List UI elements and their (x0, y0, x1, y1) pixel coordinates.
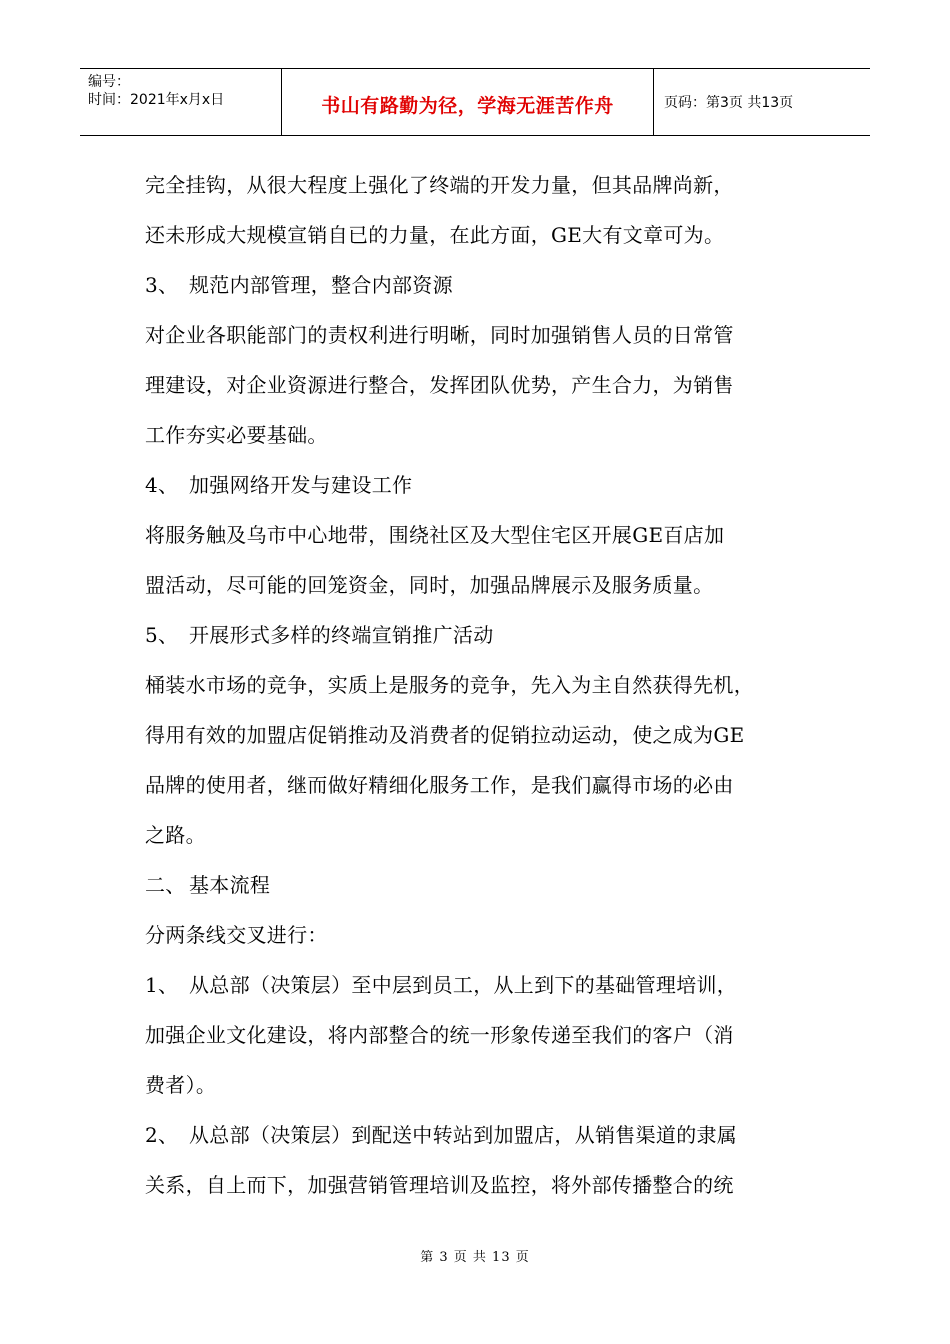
line-text: 从总部（决策层）到配送中转站到加盟店，从销售渠道的隶属 (189, 1123, 738, 1147)
line-text: 桶装水市场的竞争，实质上是服务的竞争，先入为主自然获得先机， (145, 673, 754, 697)
line-text: 理建设，对企业资源进行整合，发挥团队优势，产生合力，为销售 (145, 373, 734, 397)
body-line (145, 610, 815, 660)
line-text: 工作夯实必要基础。 (145, 423, 328, 447)
body-line (145, 160, 815, 210)
body-line (145, 810, 815, 860)
body-line (145, 360, 815, 410)
number-label: 编号： (88, 74, 130, 90)
line-text: 之路。 (145, 823, 206, 847)
line-text: 规范内部管理，整合内部资源 (189, 273, 453, 297)
line-text: 将服务触及乌市中心地带，围绕社区及大型住宅区开展GE百店加 (145, 523, 725, 547)
list-number: 4、 (145, 473, 179, 497)
body-line (145, 910, 815, 960)
line-text: 品牌的使用者，继而做好精细化服务工作，是我们赢得市场的必由 (145, 773, 734, 797)
list-number: 2、 (145, 1123, 179, 1147)
header-meta-cell (80, 69, 282, 135)
body-line (145, 660, 815, 710)
body-line (145, 1010, 815, 1060)
line-text: 从总部（决策层）至中层到员工，从上到下的基础管理培训， (189, 973, 738, 997)
motto-text: 书山有路勤为径，学海无涯苦作舟 (321, 94, 614, 117)
body-line (145, 1060, 815, 1110)
body-line (145, 310, 815, 360)
line-text: 基本流程 (189, 873, 271, 897)
line-text: 对企业各职能部门的责权利进行明晰，同时加强销售人员的日常管 (145, 323, 734, 347)
body-line (145, 710, 815, 760)
body-line (145, 460, 815, 510)
line-text: 分两条线交叉进行： (145, 923, 328, 947)
body-line (145, 510, 815, 560)
page-info: 页码：第3页 共13页 (664, 95, 794, 111)
list-number: 5、 (145, 623, 179, 647)
line-text: 费者）。 (145, 1073, 217, 1097)
body-line (145, 1160, 815, 1210)
body-line (145, 960, 815, 1010)
body-line (145, 260, 815, 310)
time-label: 时间：2021年x月x日 (88, 92, 225, 108)
line-text: 还未形成大规模宣销自已的力量，在此方面，GE大有文章可为。 (145, 223, 725, 247)
body-line (145, 860, 815, 910)
header-motto-cell (282, 69, 654, 135)
line-text: 盟活动，尽可能的回笼资金，同时，加强品牌展示及服务质量。 (145, 573, 714, 597)
body-line (145, 410, 815, 460)
list-number: 1、 (145, 973, 179, 997)
page-footer: 第 3 页 共 13 页 (420, 1250, 530, 1265)
header-page-cell (654, 69, 870, 135)
line-text: 加强企业文化建设，将内部整合的统一形象传递至我们的客户（消 (145, 1023, 734, 1047)
body-line (145, 210, 815, 260)
document-header (80, 68, 870, 136)
list-number: 二、 (145, 873, 186, 897)
list-number: 3、 (145, 273, 179, 297)
document-body (145, 160, 815, 1210)
line-text: 关系，自上而下，加强营销管理培训及监控，将外部传播整合的统 (145, 1173, 734, 1197)
line-text: 得用有效的加盟店促销推动及消费者的促销拉动运动，使之成为GE (145, 723, 745, 747)
body-line (145, 560, 815, 610)
line-text: 完全挂钩，从很大程度上强化了终端的开发力量，但其品牌尚新， (145, 173, 734, 197)
line-text: 加强网络开发与建设工作 (189, 473, 413, 497)
body-line (145, 1110, 815, 1160)
line-text: 开展形式多样的终端宣销推广活动 (189, 623, 494, 647)
body-line (145, 760, 815, 810)
